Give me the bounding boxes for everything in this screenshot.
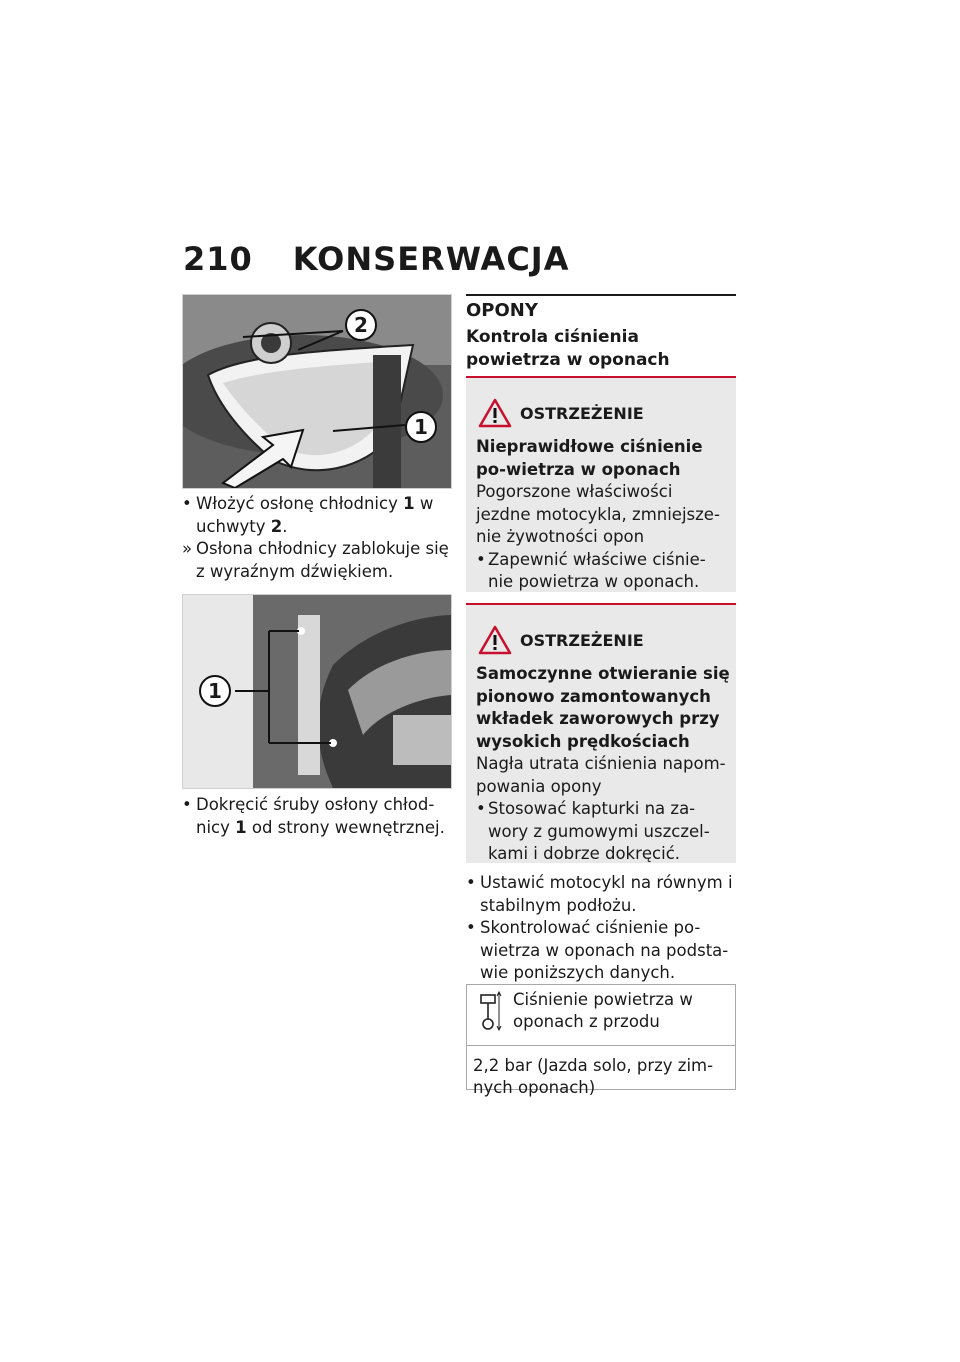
callout-2: 2 — [345, 309, 377, 341]
warning-action: • Stosować kapturki na za-wory z gumowymi uszczel-kami i dobrze dokręcić. — [476, 799, 710, 863]
callout-1: 1 — [405, 411, 437, 443]
photo-radiator-cover-install — [182, 294, 452, 489]
callout-1: 1 — [199, 675, 231, 707]
steps-check-pressure — [466, 872, 736, 985]
step-level-ground: • Ustawić motocykl na równym i stabilnym podłożu. — [466, 873, 733, 915]
spec-front-tire-pressure — [466, 984, 736, 1097]
step-insert-cover: • Włożyć osłonę chłodnicy 1 w uchwyty 2. — [182, 494, 434, 536]
page-number: 210 — [183, 240, 253, 278]
warning-box-pressure — [466, 376, 736, 592]
spec-header — [467, 985, 735, 1046]
subsection-title: Kontrola ciśnienia powietrza w oponach — [466, 327, 670, 370]
section-title: OPONY — [466, 300, 538, 321]
step-result-locks: » Osłona chłodnicy zablokuje się z wyraźnym dźwiękiem. — [182, 539, 449, 581]
steps-tighten-screws — [182, 794, 454, 839]
photo-cover-screws — [182, 594, 452, 789]
warning-triangle-icon — [478, 625, 512, 655]
spec-value: 2,2 bar (Jazda solo, przy zim-nych oponach) — [473, 1056, 714, 1097]
warning-title: Samoczynne otwieranie się pionowo zamontowanych wkładek zaworowych przy wysokich prędkościach — [476, 664, 730, 751]
warning-body: Pogorszone właściwości jezdne motocykla, zmniejsze-nie żywotności opon — [476, 482, 720, 546]
warning-action: • Zapewnić właściwe ciśnie-nie powietrza w oponach. — [476, 549, 706, 591]
warning-title: Nieprawidłowe ciśnienie po-wietrza w oponach — [476, 437, 703, 479]
steps-radiator-cover — [182, 493, 454, 583]
warning-header — [478, 625, 736, 655]
warning-header — [478, 398, 736, 428]
warning-box-valve-inserts — [466, 603, 736, 863]
tire-pressure-gauge-icon — [467, 985, 513, 1045]
chapter-title: KONSERWACJA — [292, 240, 570, 278]
warning-triangle-icon — [478, 398, 512, 428]
section-rule — [466, 294, 736, 296]
warning-label: OSTRZEŻENIE — [520, 630, 644, 650]
page-header — [183, 240, 569, 278]
warning-body: Nagła utrata ciśnienia napom-powania opony — [476, 754, 726, 796]
spec-label: Ciśnienie powietrza w oponach z przodu — [513, 990, 693, 1031]
step-tighten-screws: • Dokręcić śruby osłony chłod-nicy 1 od strony wewnętrznej. — [182, 795, 445, 837]
step-check-pressure: • Skontrolować ciśnienie po-wietrza w oponach na podsta-wie poniższych danych. — [466, 918, 729, 982]
warning-label: OSTRZEŻENIE — [520, 403, 644, 423]
